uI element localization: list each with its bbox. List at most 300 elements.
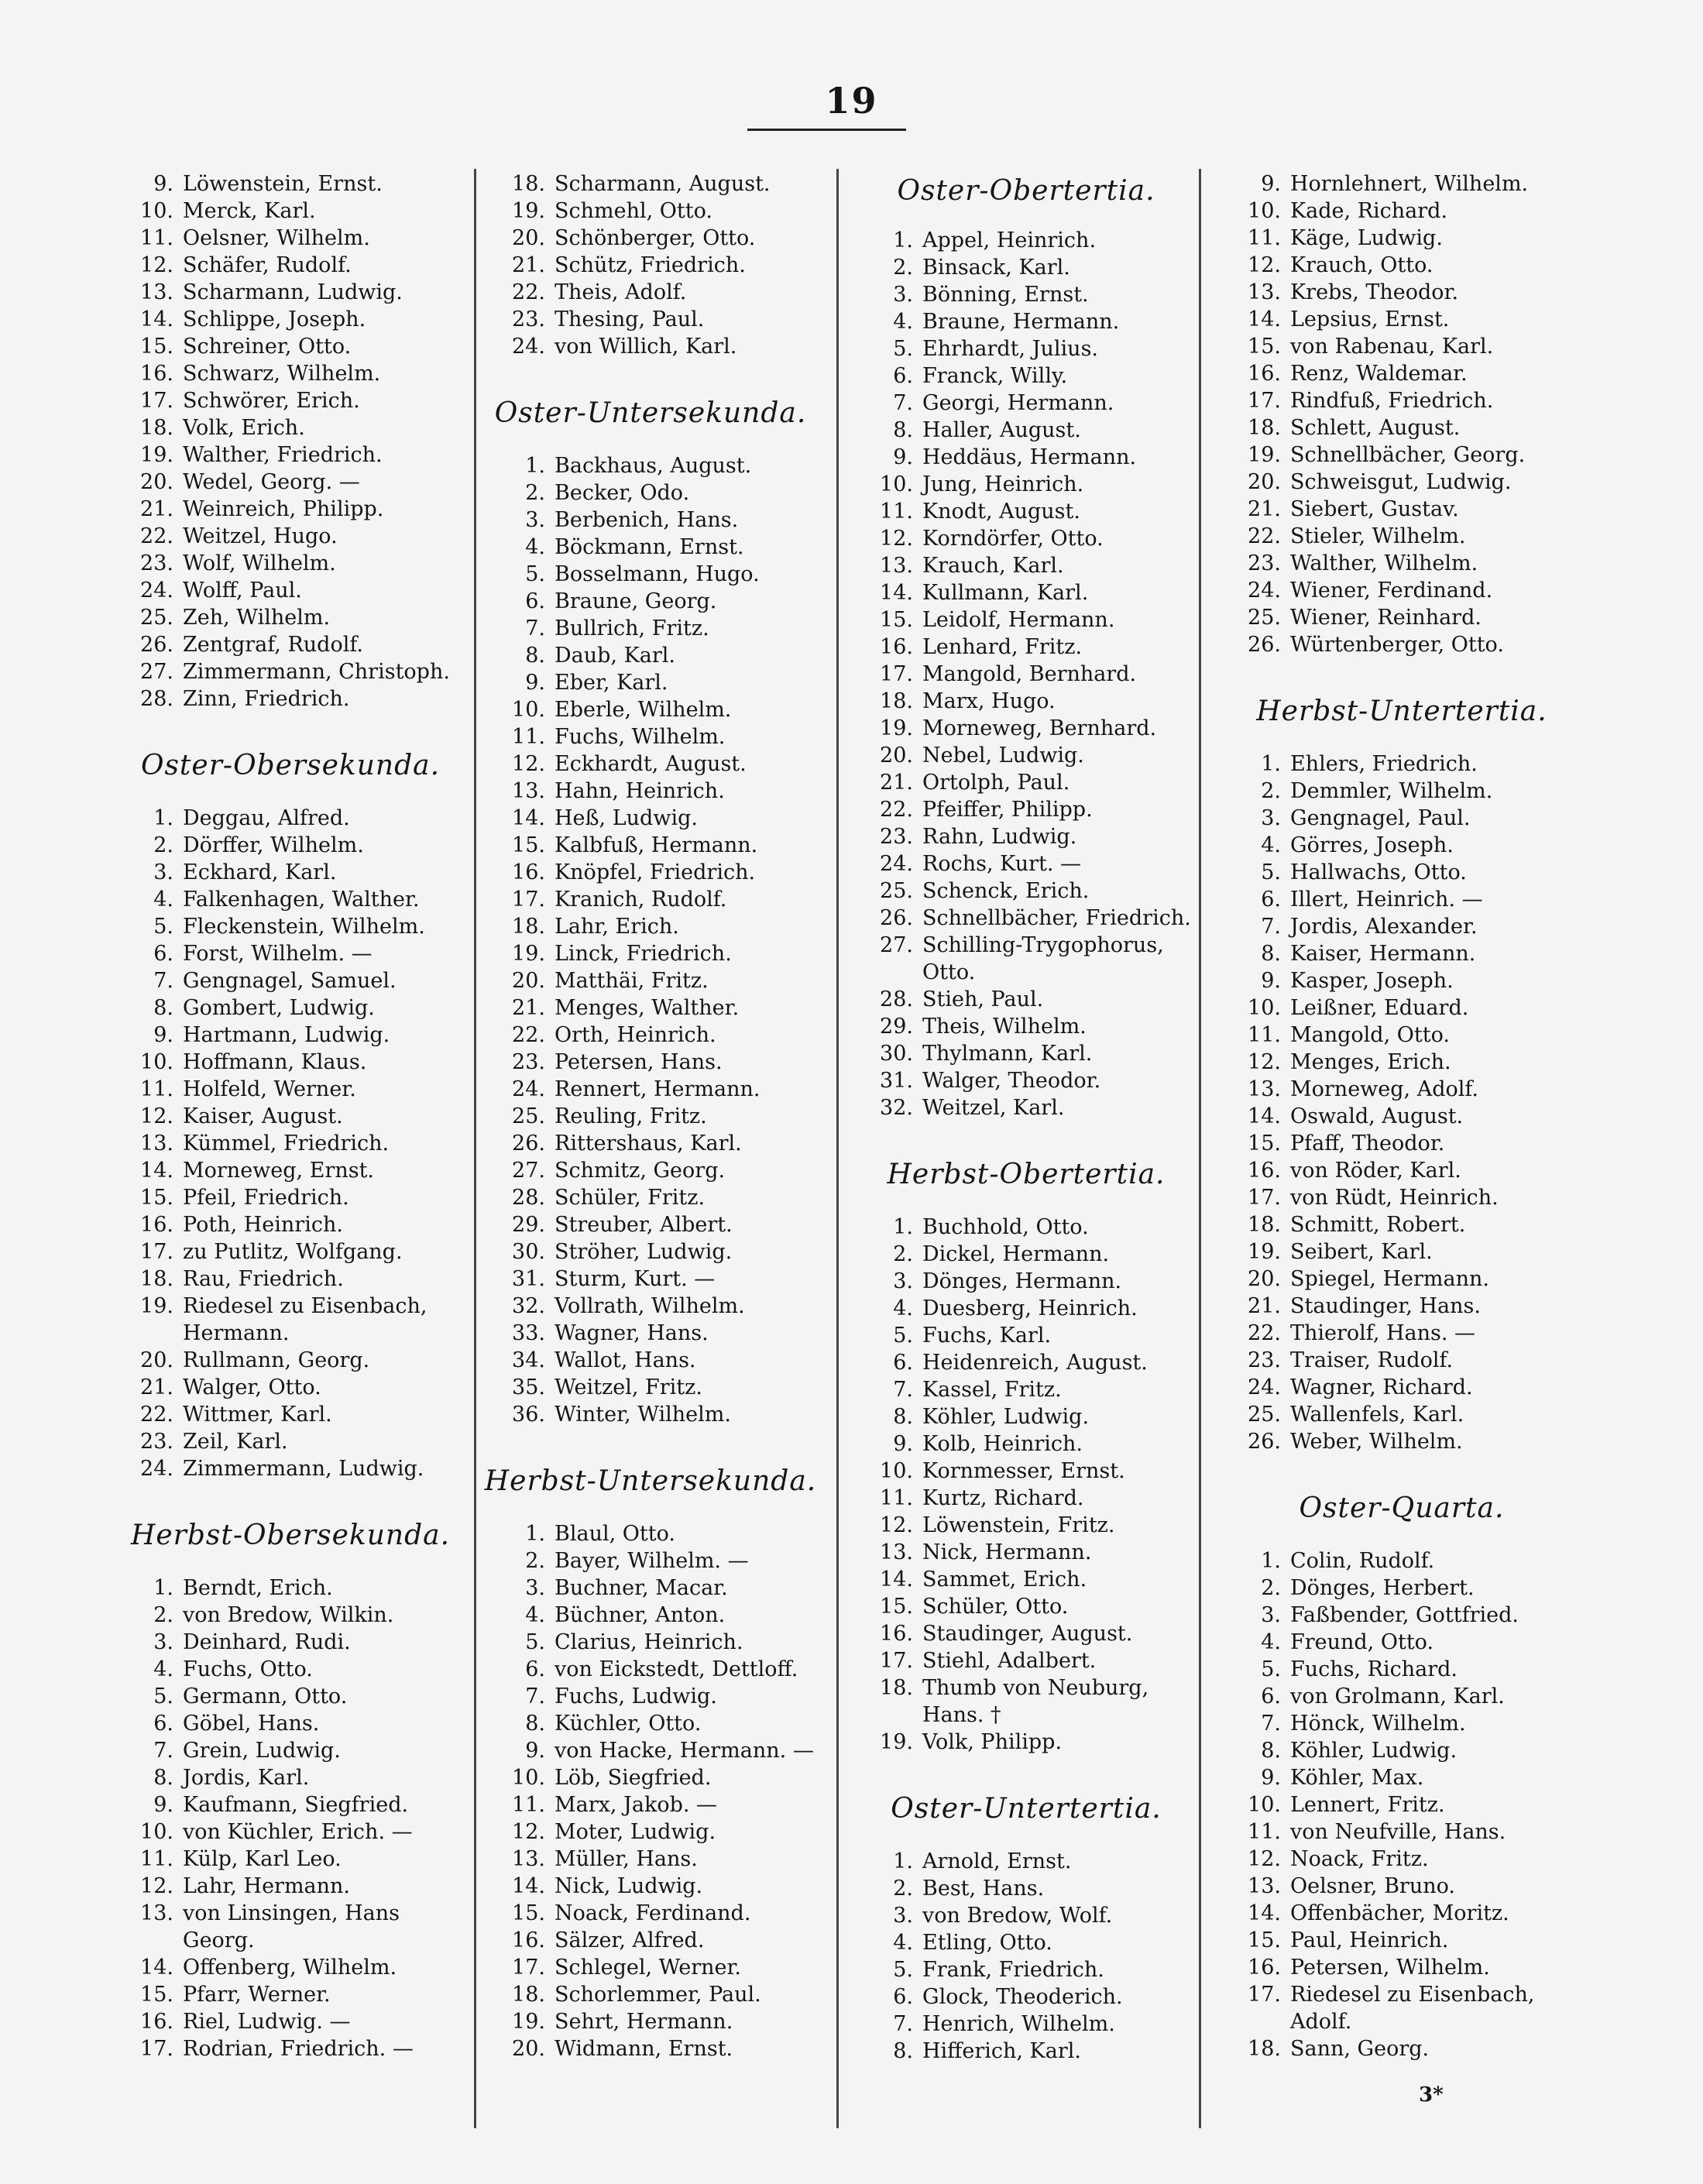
entry-number: 13. xyxy=(1248,280,1281,304)
student-name: Kasper, Joseph. xyxy=(1290,969,1454,993)
student-name: Hahn, Heinrich. xyxy=(555,779,725,803)
list-item xyxy=(480,534,821,561)
list-item xyxy=(1216,1873,1588,1900)
list-item xyxy=(480,615,821,642)
entry-number: 23. xyxy=(880,825,913,849)
entry-number: 19. xyxy=(1248,443,1281,467)
student-name: Gengnagel, Samuel. xyxy=(183,969,397,993)
student-name: Wolf, Wilhelm. xyxy=(183,551,336,575)
entry-number: 19. xyxy=(880,1730,913,1754)
list-item xyxy=(1216,1656,1588,1683)
student-name: Offenbächer, Moritz. xyxy=(1290,1901,1509,1925)
list-item xyxy=(108,1157,472,1184)
entry-number: 2. xyxy=(525,1549,545,1573)
student-name: Rittershaus, Karl. xyxy=(555,1131,742,1156)
entry-number: 5. xyxy=(893,337,913,361)
entry-number: 9. xyxy=(525,1739,545,1763)
student-name: Gengnagel, Paul. xyxy=(1290,806,1471,830)
list-item xyxy=(108,441,472,469)
list-item xyxy=(108,197,472,225)
student-name: Bullrich, Fritz. xyxy=(555,616,709,640)
class-heading: Herbst-Obertertia. xyxy=(887,1159,1166,1190)
list-item xyxy=(1216,778,1588,805)
list-item xyxy=(848,1875,1204,1902)
entry-number: 5. xyxy=(1261,1657,1281,1681)
student-name: Deggau, Alfred. xyxy=(183,806,350,830)
entry-number: 8. xyxy=(525,644,545,668)
student-name: Schönberger, Otto. xyxy=(555,226,756,250)
entry-number: 7. xyxy=(893,1378,913,1402)
student-name: Thierolf, Hans. — xyxy=(1290,1321,1476,1345)
student-name: Kassel, Fritz. xyxy=(922,1378,1062,1402)
student-name: Vollrath, Wilhelm. xyxy=(555,1294,745,1318)
entry-number: 18. xyxy=(880,1676,913,1700)
list-item xyxy=(1216,1927,1588,1954)
class-heading: Oster-Quarta. xyxy=(1299,1492,1505,1524)
list-item xyxy=(480,1873,821,1900)
student-name: Germann, Otto. xyxy=(183,1684,348,1708)
list-item xyxy=(848,1295,1204,1322)
list-item xyxy=(1216,1022,1588,1049)
header-rule xyxy=(747,129,906,131)
list-item xyxy=(1216,1238,1588,1265)
student-name: Kade, Richard. xyxy=(1290,199,1448,223)
entry-number: 1. xyxy=(525,1522,545,1546)
entry-number: 24. xyxy=(1248,1375,1281,1399)
list-item xyxy=(480,642,821,669)
entry-number: 14. xyxy=(880,1568,913,1592)
entry-number: 10. xyxy=(512,698,545,722)
list-item xyxy=(848,2038,1204,2065)
student-name: Schilling-Trygophorus, xyxy=(922,933,1164,957)
list-item xyxy=(108,940,472,967)
student-name: Paul, Heinrich. xyxy=(1290,1928,1449,1952)
student-name: von Bredow, Wolf. xyxy=(922,1904,1113,1928)
entry-number: 11. xyxy=(512,725,545,749)
list-item xyxy=(848,715,1204,742)
student-name: Colin, Rudolf. xyxy=(1290,1549,1435,1573)
list-item xyxy=(848,308,1204,335)
entry-number: 5. xyxy=(525,562,545,586)
list-item xyxy=(480,1022,821,1049)
list-item xyxy=(1216,252,1588,279)
student-name: Stiehl, Adalbert. xyxy=(922,1649,1097,1673)
list-item xyxy=(848,1983,1204,2011)
entry-number: 4. xyxy=(525,535,545,559)
list-item xyxy=(1216,1374,1588,1401)
student-name: von Linsingen, Hans xyxy=(183,1901,400,1925)
list-item xyxy=(480,1954,821,1981)
student-name-continuation: Hans. † xyxy=(922,1703,1001,1727)
student-name: Blaul, Otto. xyxy=(555,1522,675,1546)
entry-number: 29. xyxy=(512,1213,545,1237)
student-name: Jung, Heinrich. xyxy=(922,472,1084,496)
list-item xyxy=(848,1040,1204,1067)
student-name: Petersen, Hans. xyxy=(555,1050,723,1074)
list-item xyxy=(1216,1076,1588,1103)
student-name: Weitzel, Hugo. xyxy=(183,524,338,548)
student-name: Schnellbächer, Georg. xyxy=(1290,443,1526,467)
class-heading: Herbst-Obersekunda. xyxy=(130,1520,451,1551)
list-item xyxy=(480,170,821,197)
entry-number: 11. xyxy=(880,500,913,524)
student-name: Löwenstein, Ernst. xyxy=(183,172,383,196)
student-name: Lepsius, Ernst. xyxy=(1290,307,1450,331)
list-item xyxy=(848,769,1204,796)
list-item xyxy=(848,1322,1204,1349)
student-name: von Grolmann, Karl. xyxy=(1290,1684,1505,1708)
list-item xyxy=(480,197,821,225)
entry-number: 36. xyxy=(512,1403,545,1427)
list-item xyxy=(848,390,1204,417)
entry-number: 18. xyxy=(512,172,545,196)
student-name: Kaiser, August. xyxy=(183,1104,343,1128)
entry-number: 15. xyxy=(880,1595,913,1619)
list-item xyxy=(108,1629,472,1656)
entry-number: 26. xyxy=(880,906,913,930)
student-name: Fleckenstein, Wilhelm. xyxy=(183,915,425,939)
student-name: Sann, Georg. xyxy=(1290,2037,1430,2061)
entry-number: 14. xyxy=(512,806,545,830)
entry-number: 16. xyxy=(512,860,545,884)
entry-number: 10. xyxy=(880,472,913,496)
list-item xyxy=(108,496,472,523)
student-name: Schütz, Friedrich. xyxy=(555,253,746,277)
list-item xyxy=(108,658,472,685)
entry-number: 24. xyxy=(512,1077,545,1101)
student-name: Weitzel, Karl. xyxy=(922,1096,1065,1120)
list-item xyxy=(108,631,472,658)
list-item xyxy=(480,1683,821,1710)
entry-number: 11. xyxy=(140,1077,173,1101)
student-name: Sturm, Kurt. — xyxy=(555,1267,716,1291)
list-item xyxy=(480,306,821,333)
entry-number: 4. xyxy=(153,888,173,912)
student-name: Nick, Ludwig. xyxy=(555,1874,703,1898)
list-item xyxy=(848,1647,1204,1674)
list-item xyxy=(1216,1981,1588,2008)
student-name: Löwenstein, Fritz. xyxy=(922,1513,1115,1537)
entry-number: 31. xyxy=(880,1069,913,1093)
student-name: Kornmesser, Ernst. xyxy=(922,1459,1125,1483)
entry-number: 2. xyxy=(153,833,173,857)
list-item xyxy=(480,225,821,252)
list-item xyxy=(480,333,821,360)
student-name: Etling, Otto. xyxy=(922,1931,1052,1955)
entry-number: 11. xyxy=(140,1847,173,1871)
class-heading: Oster-Untertertia. xyxy=(891,1793,1162,1825)
student-name: Rullmann, Georg. xyxy=(183,1348,370,1372)
student-name: Rodrian, Friedrich. — xyxy=(183,2037,414,2061)
entry-number: 22. xyxy=(140,524,173,548)
entry-number: 18. xyxy=(1248,416,1281,440)
student-name: Pfarr, Werner. xyxy=(183,1983,331,2007)
list-item xyxy=(108,225,472,252)
entry-number: 13. xyxy=(140,1901,173,1925)
student-name: Kranich, Rudolf. xyxy=(555,888,727,912)
list-item xyxy=(108,1791,472,1818)
student-name: Hifferich, Karl. xyxy=(922,2039,1081,2063)
student-name: Jordis, Alexander. xyxy=(1290,915,1478,939)
student-name: Pfaff, Theodor. xyxy=(1290,1131,1445,1156)
entry-number: 31. xyxy=(512,1267,545,1291)
list-item xyxy=(108,1900,472,1927)
student-name: Fuchs, Wilhelm. xyxy=(555,725,726,749)
list-item xyxy=(480,696,821,723)
entry-number: 10. xyxy=(1248,1793,1281,1817)
student-name: Wiener, Ferdinand. xyxy=(1290,579,1493,603)
student-name: Staudinger, Hans. xyxy=(1290,1294,1481,1318)
entry-number: 22. xyxy=(512,1023,545,1047)
list-item xyxy=(480,1710,821,1737)
entry-number: 19. xyxy=(140,1294,173,1318)
entry-number: 12. xyxy=(1248,1847,1281,1871)
entry-number: 21. xyxy=(880,771,913,795)
list-item xyxy=(108,469,472,496)
column-divider xyxy=(474,169,476,2128)
student-name: Deinhard, Rudi. xyxy=(183,1630,351,1654)
entry-number: 34. xyxy=(512,1348,545,1372)
list-item xyxy=(1216,604,1588,631)
entry-number: 15. xyxy=(1248,1131,1281,1156)
entry-number: 21. xyxy=(1248,1294,1281,1318)
student-name: Sälzer, Alfred. xyxy=(555,1928,705,1952)
entry-number: 7. xyxy=(893,391,913,415)
entry-number: 20. xyxy=(140,1348,173,1372)
student-name: zu Putlitz, Wolfgang. xyxy=(183,1240,403,1264)
entry-number: 13. xyxy=(880,1540,913,1564)
entry-number: 12. xyxy=(140,1874,173,1898)
entry-number: 21. xyxy=(1248,497,1281,521)
list-item xyxy=(848,579,1204,606)
entry-number: 3. xyxy=(893,1269,913,1293)
student-name: Bönning, Ernst. xyxy=(922,283,1089,307)
list-item xyxy=(108,414,472,441)
entry-number: 11. xyxy=(512,1793,545,1817)
list-item xyxy=(108,252,472,279)
list-item xyxy=(108,1818,472,1846)
list-item xyxy=(1216,1428,1588,1455)
student-name: Clarius, Heinrich. xyxy=(555,1630,743,1654)
entry-number: 25. xyxy=(880,879,913,903)
list-item xyxy=(1216,225,1588,252)
entry-number: 5. xyxy=(153,1684,173,1708)
student-name: Best, Hans. xyxy=(922,1877,1045,1901)
student-name: Riedesel zu Eisenbach, xyxy=(183,1294,427,1318)
student-name: Seibert, Karl. xyxy=(1290,1240,1433,1264)
student-name: Würtenberger, Otto. xyxy=(1290,633,1504,657)
entry-number: 5. xyxy=(153,915,173,939)
list-item xyxy=(848,1268,1204,1295)
list-item xyxy=(480,452,821,479)
entry-number: 14. xyxy=(1248,1901,1281,1925)
student-name: Offenberg, Wilhelm. xyxy=(183,1956,397,1980)
student-name: Illert, Heinrich. — xyxy=(1290,888,1483,912)
list-item xyxy=(1216,1900,1588,1927)
student-name: Buchner, Macar. xyxy=(555,1576,728,1600)
student-name: Görres, Joseph. xyxy=(1290,833,1454,857)
student-name: Riedesel zu Eisenbach, xyxy=(1290,1983,1535,2007)
list-item xyxy=(480,1520,821,1547)
list-item xyxy=(848,254,1204,281)
list-item xyxy=(108,2008,472,2035)
entry-number: 22. xyxy=(512,280,545,304)
entry-number: 8. xyxy=(153,1766,173,1790)
student-name: Gombert, Ludwig. xyxy=(183,996,375,1020)
signature-mark: 3* xyxy=(1419,2083,1444,2107)
entry-number: 12. xyxy=(512,752,545,776)
list-item xyxy=(480,1049,821,1076)
student-name: Schlett, August. xyxy=(1290,416,1461,440)
list-item xyxy=(108,1710,472,1737)
list-item xyxy=(1216,1130,1588,1157)
list-item xyxy=(108,1293,472,1320)
student-name: Forst, Wilhelm. — xyxy=(183,942,373,966)
student-name: Braune, Georg. xyxy=(555,589,717,613)
entry-number: 11. xyxy=(140,226,173,250)
list-item xyxy=(480,886,821,913)
student-name: Krauch, Otto. xyxy=(1290,253,1433,277)
student-name: Walther, Wilhelm. xyxy=(1290,551,1478,575)
list-item xyxy=(1216,832,1588,859)
student-name: Pfeiffer, Philipp. xyxy=(922,798,1093,822)
class-heading: Herbst-Untertertia. xyxy=(1256,695,1547,727)
student-name: Külp, Karl Leo. xyxy=(183,1847,342,1871)
student-name: Eckhard, Karl. xyxy=(183,860,337,884)
student-name: Daub, Karl. xyxy=(555,644,675,668)
student-name: von Hacke, Hermann. — xyxy=(555,1739,814,1763)
student-name: Böckmann, Ernst. xyxy=(555,535,744,559)
student-name: von Neufville, Hans. xyxy=(1290,1820,1506,1844)
student-name: Oelsner, Wilhelm. xyxy=(183,226,370,250)
entry-number: 19. xyxy=(512,2010,545,2034)
entry-number: 8. xyxy=(153,996,173,1020)
student-name: Hornlehnert, Wilhelm. xyxy=(1290,172,1529,196)
student-name: Georgi, Hermann. xyxy=(922,391,1114,415)
entry-number: 6. xyxy=(893,1985,913,2009)
list-item xyxy=(848,471,1204,498)
student-name: Traiser, Rudolf. xyxy=(1290,1348,1454,1372)
student-name: Binsack, Karl. xyxy=(922,256,1070,280)
list-item xyxy=(480,1374,821,1401)
entry-number: 1. xyxy=(893,228,913,252)
student-name: Weitzel, Fritz. xyxy=(555,1375,702,1399)
entry-number: 22. xyxy=(1248,524,1281,548)
student-name: Nebel, Ludwig. xyxy=(922,743,1084,767)
list-item xyxy=(480,1320,821,1347)
student-name: Schäfer, Rudolf. xyxy=(183,253,352,277)
entry-number: 12. xyxy=(140,253,173,277)
list-item xyxy=(480,1764,821,1791)
list-item xyxy=(848,661,1204,688)
student-name: Kurtz, Richard. xyxy=(922,1486,1084,1510)
student-name: Theis, Wilhelm. xyxy=(922,1015,1087,1039)
list-item xyxy=(848,606,1204,634)
class-heading: Oster-Obertertia. xyxy=(897,175,1155,207)
student-name: Morneweg, Bernhard. xyxy=(922,716,1157,740)
list-item xyxy=(108,170,472,197)
list-item xyxy=(108,577,472,604)
list-item xyxy=(848,1566,1204,1593)
entry-number: 2. xyxy=(1261,1576,1281,1600)
list-item xyxy=(848,1848,1204,1875)
student-name: Riel, Ludwig. — xyxy=(183,2010,351,2034)
entry-number: 7. xyxy=(893,2012,913,2036)
entry-number: 16. xyxy=(140,2010,173,2034)
student-name: Buchhold, Otto. xyxy=(922,1215,1089,1239)
list-item xyxy=(480,1846,821,1873)
student-name: Zimmermann, Christoph. xyxy=(183,660,450,684)
list-item xyxy=(1216,1049,1588,1076)
entry-number: 20. xyxy=(1248,470,1281,494)
list-item xyxy=(1216,306,1588,333)
entry-number: 18. xyxy=(512,1983,545,2007)
student-name: Ströher, Ludwig. xyxy=(555,1240,733,1264)
list-item xyxy=(848,932,1204,959)
list-item xyxy=(848,1349,1204,1376)
student-name: Moter, Ludwig. xyxy=(555,1820,716,1844)
list-item xyxy=(1216,441,1588,469)
student-name: Büchner, Anton. xyxy=(555,1603,726,1627)
list-item xyxy=(480,1629,821,1656)
entry-number: 9. xyxy=(1261,172,1281,196)
entry-number: 5. xyxy=(893,1324,913,1348)
list-item xyxy=(1216,1320,1588,1347)
list-item xyxy=(108,1683,472,1710)
entry-number: 11. xyxy=(1248,1023,1281,1047)
entry-number: 6. xyxy=(153,1712,173,1736)
list-item xyxy=(1216,577,1588,604)
entry-number: 4. xyxy=(893,1931,913,1955)
student-name: Schorlemmer, Paul. xyxy=(555,1983,761,2007)
entry-number: 15. xyxy=(140,1983,173,2007)
entry-number: 13. xyxy=(512,779,545,803)
column-1 xyxy=(108,170,472,2062)
student-name: Kaufmann, Siegfried. xyxy=(183,1793,409,1817)
student-name: Heidenreich, August. xyxy=(922,1351,1148,1375)
list-item xyxy=(1216,1737,1588,1764)
student-name: Wedel, Georg. — xyxy=(183,470,360,494)
student-name: von Eickstedt, Dettloff. xyxy=(555,1657,798,1681)
student-name: Mangold, Otto. xyxy=(1290,1023,1450,1047)
student-name: Rindfuß, Friedrich. xyxy=(1290,389,1494,413)
entry-number: 9. xyxy=(153,1023,173,1047)
student-name: Schlippe, Joseph. xyxy=(183,307,366,331)
entry-number: 19. xyxy=(512,942,545,966)
column-3 xyxy=(848,170,1204,2065)
student-name: Bosselmann, Hugo. xyxy=(555,562,760,586)
entry-number: 8. xyxy=(1261,1739,1281,1763)
student-name: Menges, Walther. xyxy=(555,996,740,1020)
list-item xyxy=(1216,360,1588,387)
student-name: Faßbender, Gottfried. xyxy=(1290,1603,1519,1627)
student-name: Widmann, Ernst. xyxy=(555,2037,733,2061)
list-item xyxy=(480,1401,821,1428)
entry-number: 16. xyxy=(140,1213,173,1237)
list-item xyxy=(848,1620,1204,1647)
list-item xyxy=(848,742,1204,769)
list-item xyxy=(848,417,1204,444)
list-item xyxy=(1216,1846,1588,1873)
student-name: Schmitz, Georg. xyxy=(555,1159,726,1183)
student-name: Orth, Heinrich. xyxy=(555,1023,716,1047)
student-name: Kalbfuß, Hermann. xyxy=(555,833,758,857)
list-item xyxy=(848,1094,1204,1121)
list-item xyxy=(108,1574,472,1602)
student-name: Renz, Waldemar. xyxy=(1290,362,1468,386)
entry-number: 7. xyxy=(1261,915,1281,939)
list-item xyxy=(480,2008,821,2035)
